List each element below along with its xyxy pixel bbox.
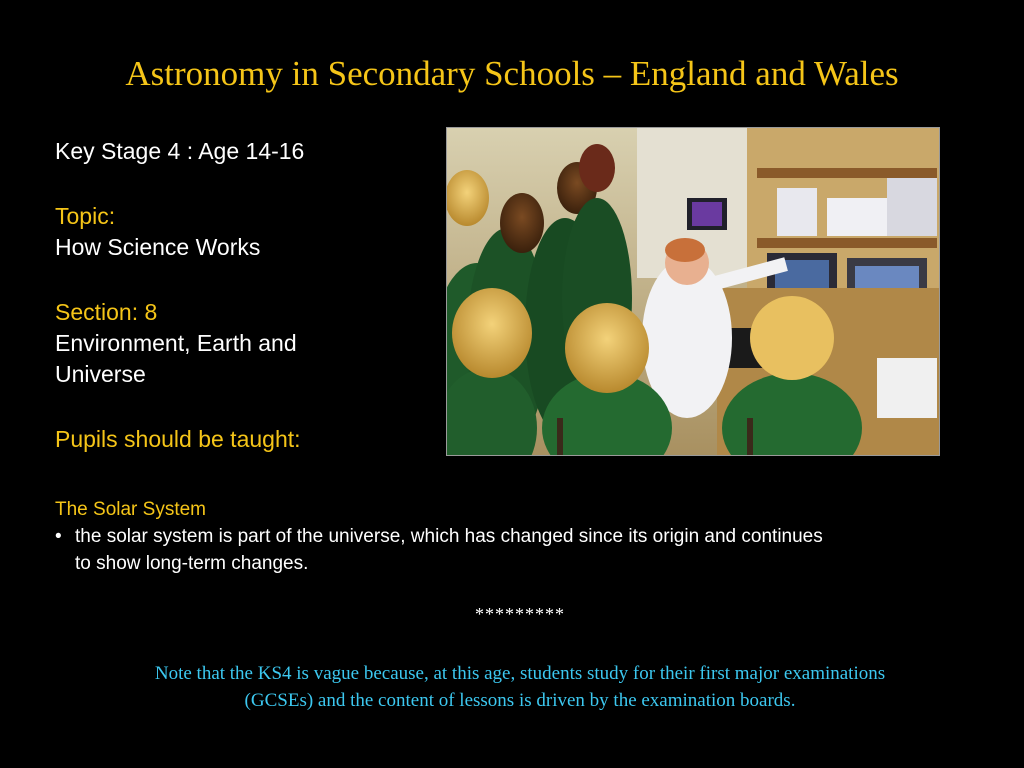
solar-system-section xyxy=(55,496,995,577)
classroom-photo-illustration xyxy=(447,128,940,456)
separator-stars: ********* xyxy=(475,604,565,624)
slide-title: Astronomy in Secondary Schools – England and Wales xyxy=(125,54,899,93)
note-line2: (GCSEs) and the content of lessons is driven by the examination boards. xyxy=(244,690,796,711)
section-value-line2: Universe xyxy=(55,361,146,387)
bullet-item xyxy=(55,523,995,550)
topic-value: How Science Works xyxy=(55,234,261,260)
section-label: Section: 8 xyxy=(55,299,158,325)
section-value-line1: Environment, Earth and xyxy=(55,330,297,356)
topic-label: Topic: xyxy=(55,203,116,229)
bullet-text-line1: the solar system is part of the universe, which has changed since its origin and continues xyxy=(75,526,823,547)
bullet-text-line2: to show long-term changes. xyxy=(75,553,309,574)
solar-system-heading: The Solar System xyxy=(55,499,206,520)
bullet-dot: • xyxy=(55,526,62,547)
note-line1: Note that the KS4 is vague because, at this age, students study for their first major examinations xyxy=(154,663,886,684)
pupils-label: Pupils should be taught: xyxy=(55,426,301,452)
note-paragraph xyxy=(70,660,970,714)
classroom-photo xyxy=(446,127,940,456)
left-column xyxy=(55,136,435,455)
key-stage-text: Key Stage 4 : Age 14-16 xyxy=(55,138,305,164)
bullet-continuation xyxy=(55,550,995,577)
